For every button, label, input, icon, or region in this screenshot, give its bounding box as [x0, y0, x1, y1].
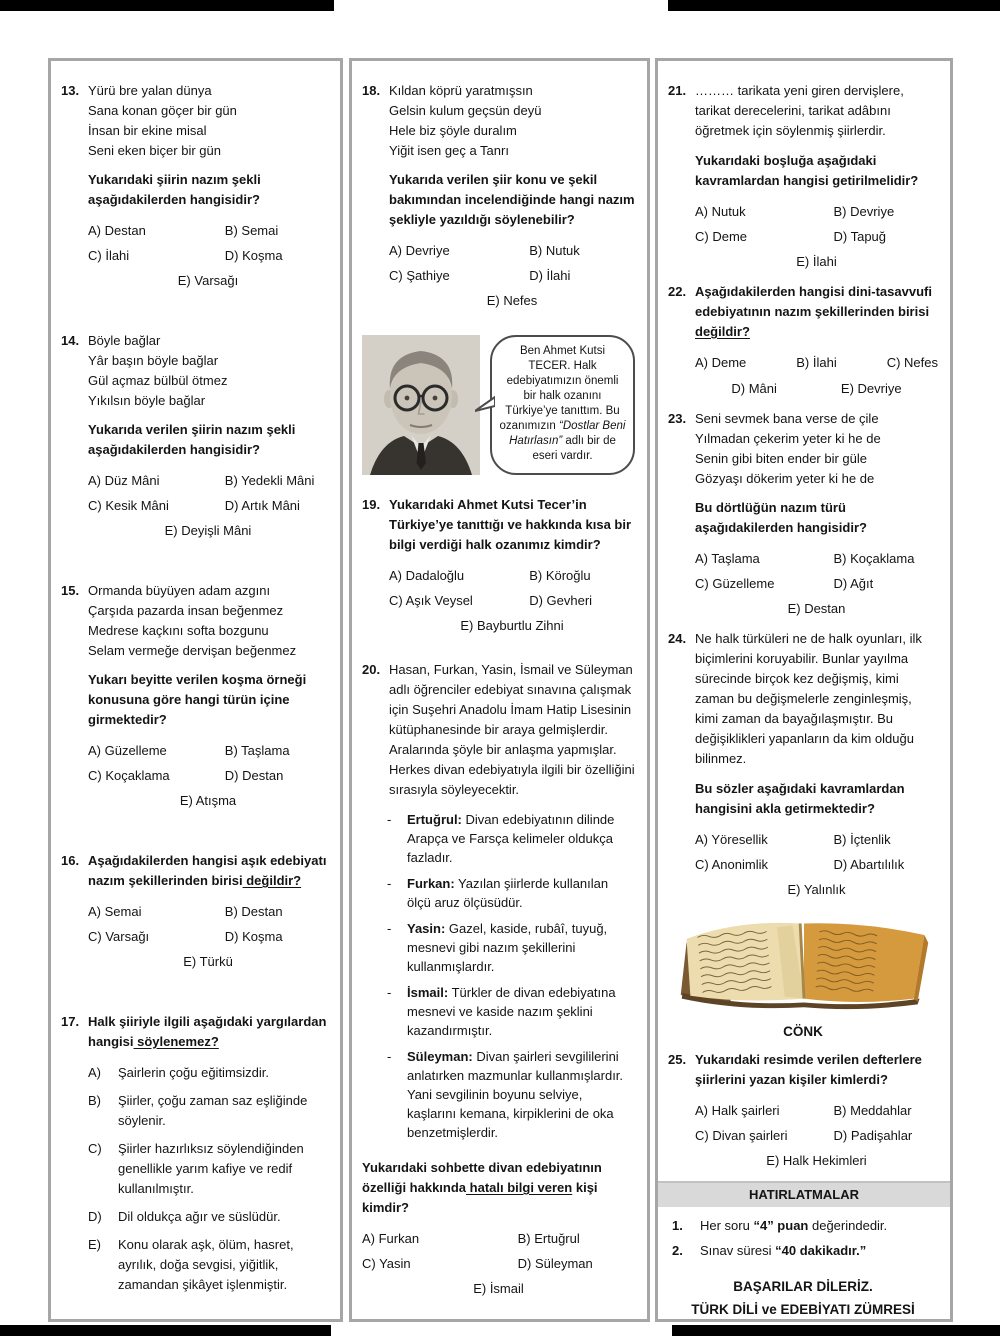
question-22: [668, 282, 938, 399]
text-segment: “Dostlar Beni Hatırlasın”: [509, 420, 626, 447]
ahmet-kutsi-tecer-photo: [362, 335, 480, 475]
question-13: [61, 81, 328, 291]
option-d: D) İlahi: [529, 268, 571, 283]
scan-artifact-bar-bottom-right: [672, 1325, 1000, 1336]
reminder-item-2: [668, 1241, 938, 1261]
verse-line: Yâr başın böyle bağlar: [88, 353, 219, 368]
question-18: [362, 81, 635, 311]
reminder-number: 2.: [672, 1243, 683, 1258]
option-text: Şiirler, çoğu zaman saz eşliğinde söylenir.: [118, 1093, 308, 1128]
statement-list: [389, 810, 635, 1142]
option-a: A) Nutuk: [695, 204, 746, 219]
question-row: [362, 660, 635, 1149]
exam-column-left: [48, 58, 343, 1322]
option-c: C) Deme: [695, 229, 748, 244]
option-b: B) Ertuğrul: [517, 1231, 580, 1246]
verse-line: Medrese kaçkını softa bozgunu: [88, 623, 269, 638]
verse-line: Seni eken biçer bir gün: [88, 143, 221, 158]
question-prompt: [88, 670, 328, 730]
speaker-name: Yasin:: [407, 921, 446, 936]
option-a: A) Deme: [695, 355, 747, 370]
option-d: D) Artık Mâni: [224, 498, 300, 513]
dash-bullet: -: [387, 1049, 392, 1064]
options: [88, 902, 328, 972]
text-segment: “4” puan: [753, 1218, 809, 1233]
option-d: D) Koşma: [224, 929, 283, 944]
question-number: 23.: [668, 411, 687, 426]
option-e: E) Bayburtlu Zihni: [460, 618, 564, 633]
statement-item: [389, 1047, 635, 1142]
question-prompt: [88, 170, 328, 210]
question-row: [668, 81, 938, 272]
scan-artifact-bar-top-left: [0, 0, 334, 11]
option-e: E) Yalınlık: [787, 882, 846, 897]
text-segment: adlı bir de eseri vardır.: [532, 435, 616, 462]
question-row: [668, 629, 938, 900]
option-d: D) Ağıt: [833, 576, 874, 591]
verse-line: Senin gibi biten ender bir güle: [695, 451, 868, 466]
option-c: C) Yasin: [362, 1256, 411, 1271]
question-20: [362, 660, 635, 1299]
reminder-number: 1.: [672, 1218, 683, 1233]
verse-line: Hele biz şöyle duralım: [389, 123, 517, 138]
verse-line: Gelsin kulum geçsün deyü: [389, 103, 542, 118]
text-segment: Yukarıdaki şiirin nazım şekli aşağıdakilerden hangisidir?: [88, 172, 261, 207]
option-d: [88, 1207, 328, 1227]
scan-artifact-bar-bottom-left: [0, 1325, 331, 1336]
option-e: E) Türkü: [183, 954, 233, 969]
question-19: [362, 495, 635, 636]
option-a: A) Düz Mâni: [88, 473, 160, 488]
option-c: C) Kesik Mâni: [88, 498, 169, 513]
speaker-name: Ertuğrul:: [407, 812, 462, 827]
question-number: 17.: [61, 1014, 80, 1029]
question-row: [61, 581, 328, 811]
option-letter: E): [88, 1237, 101, 1252]
option-c: C) Anonimlik: [695, 857, 768, 872]
speaker-name: Süleyman:: [407, 1049, 473, 1064]
option-text: Şiirler hazırlıksız söylendiğinden genellikle yarım kafiye ve redif kullanılmıştır.: [118, 1141, 304, 1196]
verse: [695, 409, 938, 489]
text-segment: Aşağıdakilerden hangisi aşık edebiyatı nazım şekillerinden birisi: [88, 853, 327, 888]
tecer-figure: [362, 335, 635, 475]
verse-line: Böyle bağlar: [88, 333, 161, 348]
question-14: [61, 331, 328, 541]
text-segment: Yukarıdaki boşluğa aşağıdaki kavramlardan hangisi getirilmelidir?: [695, 153, 919, 188]
options: [88, 1063, 328, 1295]
text-segment: Halk şiiriyle ilgili aşağıdaki yargılardan hangisi: [88, 1014, 327, 1049]
option-a: A) Taşlama: [695, 551, 760, 566]
statement-item: [389, 983, 635, 1040]
text-segment: değildir?: [695, 324, 750, 339]
option-a: A) Destan: [88, 223, 146, 238]
question-row: [668, 282, 938, 399]
question-body: [88, 1012, 328, 1303]
text-segment: Bu dörtlüğün nazım türü aşağıdakilerden hangisidir?: [695, 500, 867, 535]
option-e: E) Halk Hekimleri: [766, 1153, 867, 1168]
option-e: E) Destan: [787, 601, 846, 616]
exam-column-right: [655, 58, 953, 1322]
options: [695, 353, 938, 399]
verse: [389, 81, 635, 161]
verse-line: Sana konan göçer bir gün: [88, 103, 237, 118]
question-15: [61, 581, 328, 811]
statement-text: Furkan: Yazılan şiirlerde kullanılan ölçü aruz ölçüsüdür.: [407, 876, 609, 910]
question-prompt: [695, 498, 938, 538]
text-segment: Yukarıda verilen şiirin nazım şekli aşağıdakilerden hangisidir?: [88, 422, 296, 457]
verse-line: Yıkılsın böyle bağlar: [88, 393, 206, 408]
verse-line: Seni sevmek bana verse de çile: [695, 411, 879, 426]
option-a: A) Furkan: [362, 1231, 420, 1246]
option-c: C) Koçaklama: [88, 768, 170, 783]
question-number: 20.: [362, 662, 381, 677]
question-body: [88, 581, 328, 811]
options: [695, 1101, 938, 1171]
conk-notebook-photo: [668, 910, 938, 1020]
question-prompt: [362, 1158, 635, 1218]
closing-message: [668, 1275, 938, 1321]
question-number: 14.: [61, 333, 80, 348]
dash-bullet: -: [387, 812, 392, 827]
options: [389, 241, 635, 311]
option-e: E) İsmail: [473, 1281, 524, 1296]
question-number: 15.: [61, 583, 80, 598]
speech-bubble-tail: [475, 395, 495, 420]
question-prompt: [88, 851, 328, 891]
statement-text: Yasin: Gazel, kaside, rubâî, tuyuğ, mesnevi gibi nazım şekillerini kullanmışlardır.: [407, 921, 608, 974]
option-d: D) Abartılılık: [833, 857, 905, 872]
text-segment: Bu sözler aşağıdaki kavramlardan hangisini akla getirmektedir?: [695, 781, 905, 816]
question-number: 13.: [61, 83, 80, 98]
question-body: [695, 409, 938, 619]
option-text: Şairlerin çoğu eğitimsizdir.: [118, 1065, 270, 1080]
question-25: [668, 1050, 938, 1171]
reminder-text: [700, 1241, 938, 1261]
option-c: [88, 1139, 328, 1199]
verse-line: Gül açmaz bülbül ötmez: [88, 373, 228, 388]
text-segment: Ben Ahmet Kutsi TECER. Halk edebiyatımızın önemli bir halk ozanını Türkiye’ye tanıttım. Bu ozanımızın: [499, 345, 620, 432]
speaker-name: İsmail:: [407, 985, 449, 1000]
option-letter: A): [88, 1065, 101, 1080]
conk-figure: [668, 910, 938, 1042]
option-e: E) Devriye: [840, 381, 902, 396]
reminders-box: [668, 1181, 938, 1321]
options: [88, 741, 328, 811]
statement-text: İsmail: Türkler de divan edebiyatına mesnevi ve kaside nazım şeklini kazandırmıştır.: [407, 985, 616, 1038]
option-c: C) Güzelleme: [695, 576, 775, 591]
option-e: E) Deyişli Mâni: [164, 523, 252, 538]
question-text: [389, 660, 635, 800]
question-24: [668, 629, 938, 900]
option-b: B) Yedekli Mâni: [224, 473, 315, 488]
speaker-name: Furkan:: [407, 876, 455, 891]
verse-line: Yürü bre yalan dünya: [88, 83, 212, 98]
question-row: [668, 1050, 938, 1171]
closing-line: BAŞARILAR DİLERİZ.: [733, 1279, 873, 1294]
text-segment: Sınav süresi: [700, 1243, 776, 1258]
option-text: Dil oldukça ağır ve süslüdür.: [118, 1209, 281, 1224]
question-prompt: [695, 1050, 938, 1090]
text-segment: Yukarıdaki resimde verilen defterlere şiirlerini yazan kişiler kimlerdi?: [695, 1052, 922, 1087]
option-letter: D): [88, 1209, 102, 1224]
text-segment: Ne halk türküleri ne de halk oyunları, ilk biçimlerini koruyabilir. Bunlar yayılma sürecinde birçok kez değişmiş, kimi zaman bu değişmelerle zenginleşmiş, kimi zaman da bayağılaşmıştır. Bu değişiklikleri yapanların da kim olduğu bilinmez.: [695, 631, 922, 766]
dash-bullet: -: [387, 876, 392, 891]
question-prompt: [88, 1012, 328, 1052]
verse-line: Yılmadan çekerim yeter ki he de: [695, 431, 881, 446]
question-prompt: [88, 420, 328, 460]
question-row: [362, 81, 635, 311]
text-segment: Hasan, Furkan, Yasin, İsmail ve Süleyman adlı öğrenciler edebiyat sınavına çalışmak için Suşehri Anadolu İmam Hatip Lisesinin kütüphanesinde bir araya gelmişlerdir. Aralarında şöyle bir anlaşma yapmışlar. Herkes divan edebiyatıyla ilgili bir özelliğini sırasıyla söyleyecektir.: [389, 662, 635, 797]
dash-bullet: -: [387, 985, 392, 1000]
options: [695, 830, 938, 900]
option-b: B) Destan: [224, 904, 283, 919]
option-b: B) Koçaklama: [833, 551, 915, 566]
question-body: [389, 495, 635, 636]
reminder-item-1: [668, 1216, 938, 1236]
statement-text: Süleyman: Divan şairleri sevgililerini anlatırken mazmunlar kullanmışlardır. Yani sevgilinin boyunu selviye, kaşlarını kemana, kirpiklerini de oka benzetmişlerdir.: [407, 1049, 624, 1140]
option-e: E) Nefes: [486, 293, 538, 308]
text-segment: Aşağıdakilerden hangisi dini-tasavvufi edebiyatının nazım şekillerinden birisi: [695, 284, 932, 319]
statement-item: [389, 874, 635, 912]
option-a: A) Güzelleme: [88, 743, 167, 758]
option-a: A) Devriye: [389, 243, 450, 258]
question-prompt: [389, 495, 635, 555]
option-a: [88, 1063, 328, 1083]
text-segment: Yukarıda verilen şiir konu ve şekil bakımından incelendiğinde hangi nazım şekliyle yazıldığı söylenebilir?: [389, 172, 635, 227]
option-text: Konu olarak aşk, ölüm, hasret, ayrılık, doğa sevgisi, yiğitlik, zamandan şikâyet işlenmiştir.: [118, 1237, 294, 1292]
question-body: [88, 851, 328, 972]
text-segment: değerindedir.: [808, 1218, 888, 1233]
text-segment: kişi kimdir?: [362, 1180, 598, 1215]
option-b: B) Köroğlu: [529, 568, 591, 583]
option-c: C) Aşık Veysel: [389, 593, 473, 608]
text-segment: “40 dakikadır.”: [775, 1243, 867, 1258]
verse-line: Selam vermeğe dervişan beğenmez: [88, 643, 297, 658]
question-16: [61, 851, 328, 972]
verse-line: Çarşıda pazarda insan beğenmez: [88, 603, 284, 618]
exam-column-middle: [349, 58, 650, 1322]
options: [362, 1229, 635, 1299]
question-prompt: [695, 282, 938, 342]
option-a: A) Dadaloğlu: [389, 568, 465, 583]
text-segment: hatalı bilgi veren: [466, 1180, 573, 1195]
option-b: B) Semai: [224, 223, 279, 238]
closing-line: TÜRK DİLİ ve EDEBİYATI ZÜMRESİ: [691, 1302, 915, 1317]
option-d: D) Süleyman: [517, 1256, 593, 1271]
question-prompt: [695, 779, 938, 819]
verse-line: Yiğit isen geç a Tanrı: [389, 143, 509, 158]
option-e: [88, 1235, 328, 1295]
question-number: 21.: [668, 83, 687, 98]
question-number: 18.: [362, 83, 381, 98]
text-segment: değildir?: [242, 873, 302, 888]
question-body: [695, 81, 938, 272]
option-b: B) İçtenlik: [833, 832, 891, 847]
option-d: D) Destan: [224, 768, 284, 783]
figure-caption: CÖNK: [783, 1024, 823, 1039]
options: [88, 221, 328, 291]
dash-bullet: -: [387, 921, 392, 936]
question-body: [695, 282, 938, 399]
question-body: [695, 1050, 938, 1171]
option-b: [88, 1091, 328, 1131]
speech-bubble: [490, 335, 635, 475]
statement-item: [389, 810, 635, 867]
text-segment: ……… tarikata yeni giren dervişlere, tarikat derecelerini, tarikat adâbını öğretmek için söylenmiş şiirlerdir.: [695, 83, 904, 138]
option-b: B) Meddahlar: [833, 1103, 912, 1118]
options-row: [695, 379, 938, 399]
option-c: C) İlahi: [88, 248, 130, 263]
option-b: B) İlahi: [796, 355, 837, 370]
verse: [88, 581, 328, 661]
options: [389, 566, 635, 636]
verse-line: Kıldan köprü yaratmışsın: [389, 83, 533, 98]
verse-line: Gözyaşı dökerim yeter ki he de: [695, 471, 875, 486]
text-segment: Yukarıdaki Ahmet Kutsi Tecer’in Türkiye’ye tanıttığı ve hakkında kısa bir bilgi verdiği halk ozanımız kimdir?: [389, 497, 632, 552]
question-body: [389, 660, 635, 1149]
option-c: C) Şathiye: [389, 268, 450, 283]
option-e: E) Varsağı: [177, 273, 239, 288]
question-number: 16.: [61, 853, 80, 868]
option-a: A) Halk şairleri: [695, 1103, 780, 1118]
question-row: [61, 851, 328, 972]
question-17: [61, 1012, 328, 1303]
question-number: 24.: [668, 631, 687, 646]
options-row: [695, 353, 938, 373]
statement-item: [389, 919, 635, 976]
question-prompt: [695, 151, 938, 191]
statement-text: Ertuğrul: Divan edebiyatının dilinde Arapça ve Farsça kelimeler oldukça fazladır.: [407, 812, 615, 865]
question-21: [668, 81, 938, 272]
question-row: [668, 409, 938, 619]
option-e: E) Atışma: [179, 793, 237, 808]
option-d: D) Tapuğ: [833, 229, 887, 244]
option-letter: C): [88, 1141, 102, 1156]
question-row: [61, 1012, 328, 1303]
question-row: [61, 331, 328, 541]
question-number: 19.: [362, 497, 381, 512]
option-b: B) Taşlama: [224, 743, 290, 758]
text-segment: Her soru: [700, 1218, 754, 1233]
reminder-text: [700, 1216, 938, 1236]
question-body: [88, 331, 328, 541]
option-d: D) Padişahlar: [833, 1128, 913, 1143]
options: [695, 549, 938, 619]
question-23: [668, 409, 938, 619]
question-body: [695, 629, 938, 900]
reminders-header: HATIRLATMALAR: [658, 1181, 950, 1207]
question-body: [88, 81, 328, 291]
text-segment: Yukarı beyitte verilen koşma örneği konusuna göre hangi türün içine girmektedir?: [88, 672, 307, 727]
option-c: C) Nefes: [886, 355, 938, 370]
option-a: A) Yöresellik: [695, 832, 768, 847]
verse: [88, 81, 328, 161]
option-d: D) Gevheri: [529, 593, 593, 608]
options: [88, 471, 328, 541]
question-number: 22.: [668, 284, 687, 299]
question-row: [362, 495, 635, 636]
option-b: B) Devriye: [833, 204, 895, 219]
question-row: [61, 81, 328, 291]
text-segment: Yukarıdaki sohbette divan edebiyatının özelliği hakkında: [362, 1160, 602, 1195]
option-d: D) Koşma: [224, 248, 283, 263]
question-body: [389, 81, 635, 311]
option-d: D) Mâni: [731, 381, 777, 396]
question-number: 25.: [668, 1052, 687, 1067]
question-prompt: [389, 170, 635, 230]
options: [695, 202, 938, 272]
option-a: A) Semai: [88, 904, 142, 919]
verse-line: Ormanda büyüyen adam azgını: [88, 583, 271, 598]
option-c: C) Divan şairleri: [695, 1128, 788, 1143]
scan-artifact-bar-top-right: [668, 0, 1000, 11]
text-segment: söylenemez?: [133, 1034, 219, 1049]
verse-line: İnsan bir ekine misal: [88, 123, 207, 138]
option-b: B) Nutuk: [529, 243, 580, 258]
speech-bubble-text: [499, 344, 626, 464]
question-tail: [362, 1158, 635, 1299]
question-text: [695, 81, 938, 141]
option-letter: B): [88, 1093, 101, 1108]
option-e: E) İlahi: [796, 254, 837, 269]
question-text: [695, 629, 938, 769]
verse: [88, 331, 328, 411]
option-c: C) Varsağı: [88, 929, 150, 944]
